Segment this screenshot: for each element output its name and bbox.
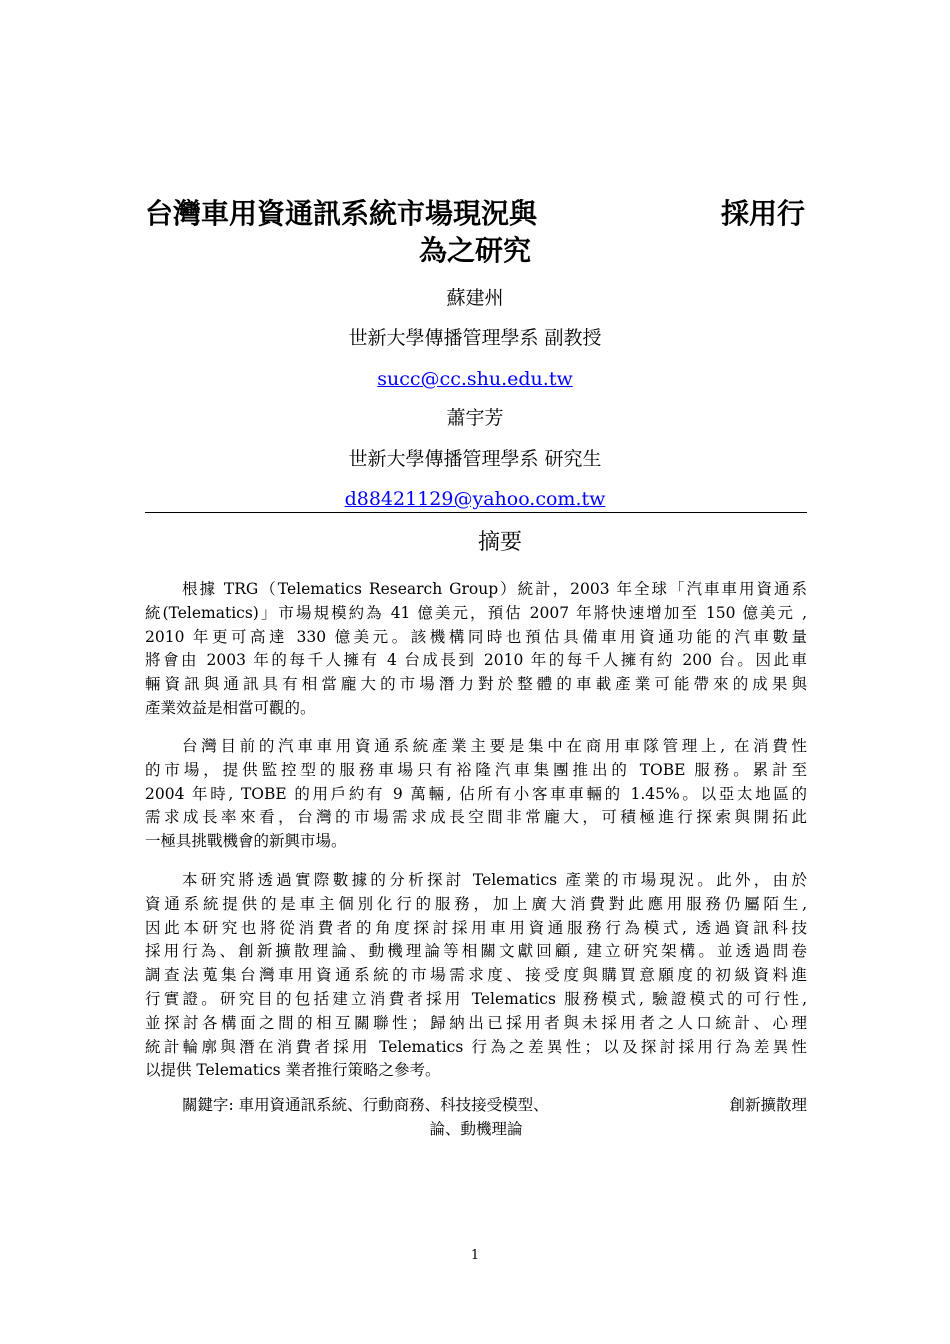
paragraph-line: 調查法蒐集台灣車用資通系統的市場需求度、接受度與購買意願度的初級資料進: [145, 966, 807, 985]
abstract-paragraph-3: [145, 869, 807, 1083]
abstract-paragraph-2: [145, 735, 807, 854]
page-number: 1: [470, 1248, 480, 1263]
author1-affiliation: 世新大學傳播管理學系 副教授: [348, 327, 602, 349]
paragraph-line: 需求成長率來看，台灣的市場需求成長空間非常龐大，可積極進行探索與開拓此: [145, 808, 807, 827]
keywords-line1-left: 關鍵字: 車用資通訊系統、行動商務、科技接受模型、: [182, 1096, 549, 1114]
author1-email-link[interactable]: succ@cc.shu.edu.tw: [377, 368, 573, 390]
paragraph-line: 採用行為、創新擴散理論、動機理論等相關文獻回顧, 建立研究架構。並透過問卷: [145, 942, 807, 961]
author2-email-link[interactable]: d88421129@yahoo.com.tw: [344, 488, 606, 510]
abstract-heading: 摘要: [477, 530, 522, 555]
paper-title: [145, 195, 805, 233]
abstract-paragraph-1: [145, 578, 807, 721]
paragraph-line: 統(Telematics)」市場規模約為 41 億美元，預估 2007 年將快速增加至 150 億美元 ,: [145, 603, 807, 622]
title-line1-left: 台灣車用資通訊系統市場現況與: [145, 197, 538, 230]
author2-email-line: [145, 486, 805, 512]
paragraph-line: 2004 年時, TOBE 的用戶約有 9 萬輛, 佔所有小客車車輛的 1.45%。以亞太地區的: [145, 784, 807, 803]
paragraph-line: 行實證。研究目的包括建立消費者採用 Telematics 服務模式, 驗證模式的可行性,: [145, 989, 807, 1008]
paragraph-line: 2010 年更可高達 330 億美元。該機構同時也預估具備車用資通功能的汽車數量: [145, 627, 807, 646]
paragraph-line: 根據 TRG（Telematics Research Group）統計，2003 年全球「汽車車用資通系: [182, 580, 807, 598]
paragraph-line: 產業效益是相當可觀的。: [145, 698, 316, 717]
paragraph-line: 並探討各構面之間的相互關聯性；歸納出已採用者與未採用者之人口統計、心理: [145, 1013, 807, 1032]
paragraph-line: 一極具挑戰機會的新興市場。: [145, 832, 347, 851]
paragraph-line: 資通系統提供的是車主個別化行的服務，加上廣大消費對此應用服務仍屬陌生,: [145, 894, 807, 913]
author1-name: 蘇建州: [446, 287, 504, 309]
paragraph-line: 台灣目前的汽車車用資通系統產業主要是集中在商用車隊管理上, 在消費性: [182, 737, 807, 755]
keywords-line2: 論、動機理論: [429, 1120, 523, 1138]
title-line1-right: 採用行: [720, 197, 805, 230]
author2-name: 蕭宇芳: [446, 407, 504, 429]
paper-title-line2: 為之研究: [418, 234, 531, 267]
author1-email-line: [145, 366, 805, 392]
paragraph-line: 的市場，提供監控型的服務車場只有裕隆汽車集團推出的 TOBE 服務。累計至: [145, 760, 807, 779]
header-divider: [145, 512, 807, 513]
author2-affiliation: 世新大學傳播管理學系 研究生: [348, 448, 602, 470]
keywords: [182, 1093, 807, 1117]
paragraph-line: 本研究將透過實際數據的分析探討 Telematics 產業的市場現況。此外，由於: [182, 871, 807, 889]
paragraph-line: 統計輪廓與潛在消費者採用 Telematics 行為之差異性；以及探討採用行為差異性: [145, 1037, 807, 1056]
paragraph-line: 以提供 Telematics 業者推行策略之參考。: [145, 1061, 441, 1080]
paragraph-line: 將會由 2003 年的每千人擁有 4 台成長到 2010 年的每千人擁有約 200 台。因此車: [145, 651, 807, 670]
paragraph-line: 因此本研究也將從消費者的角度探討採用車用資通服務行為模式, 透過資訊科技: [145, 918, 807, 937]
keywords-line1-right: 創新擴散理: [729, 1096, 807, 1114]
paragraph-line: 輛資訊與通訊具有相當龐大的市場潛力對於整體的車載產業可能帶來的成果與: [145, 675, 807, 694]
